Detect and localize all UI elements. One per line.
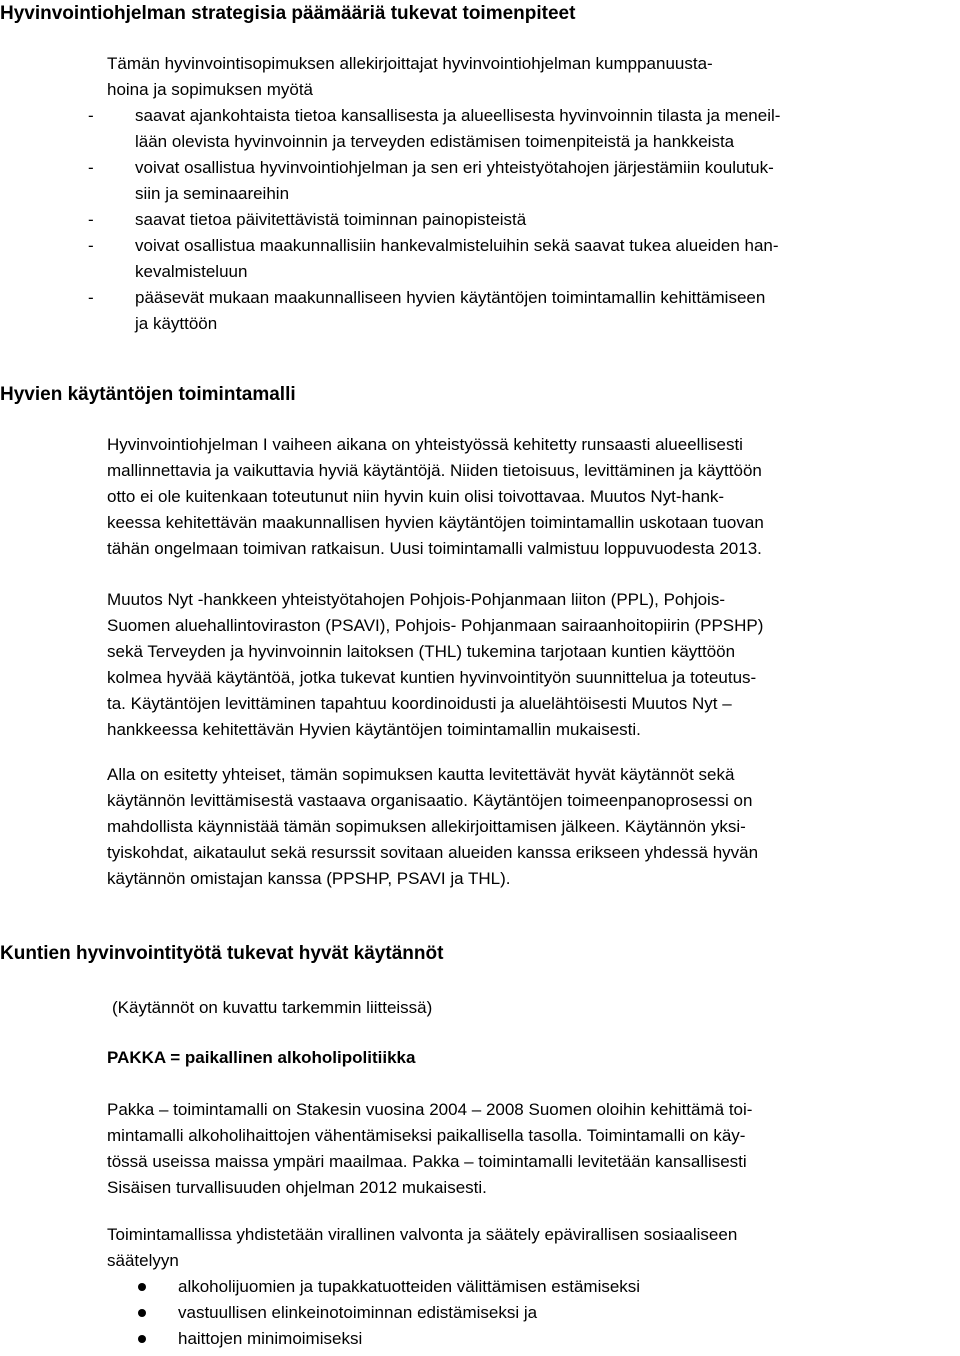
text-line: mahdollista käynnistää tämän sopimuksen allekirjoittamisen jälkeen. Käytännön yksi- (107, 817, 746, 836)
text-line: säätelyyn (107, 1251, 179, 1270)
paragraph (107, 587, 957, 743)
text-line: saavat tietoa päivitettävistä toiminnan painopisteistä (135, 210, 527, 229)
bullet-list-item (138, 1274, 640, 1300)
text-line: saavat ajankohtaista tietoa kansallisesta ja alueellisesta hyvinvoinnin tilasta ja meneil- (135, 106, 781, 125)
dash-list-item (88, 155, 958, 207)
dash-marker: - (88, 158, 94, 177)
paragraph (107, 762, 957, 892)
text-line: keessa kehitettävän maakunnallisen hyvien käytäntöjen toimintamallin uskotaan tuovan (107, 513, 764, 532)
subheading-pakka (107, 1045, 957, 1071)
text-line: sekä Terveyden ja hyvinvoinnin laitoksen (THL) tukemina tarjotaan kuntien käyttöön (107, 642, 736, 661)
bullet-icon (138, 1309, 146, 1317)
dash-list-item (88, 103, 958, 155)
text-line: käytännön omistajan kanssa (PPSHP, PSAVI ja THL). (107, 869, 511, 888)
text-line: (Käytännöt on kuvattu tarkemmin liitteissä) (112, 998, 433, 1017)
text-line: tössä useissa maissa ympäri maailmaa. Pakka – toimintamalli levitetään kansallisesti (107, 1152, 747, 1171)
text-line: kevalmisteluun (135, 262, 248, 281)
text-line: alkoholijuomien ja tupakkatuotteiden välittämisen estämiseksi (178, 1277, 641, 1296)
text-line: ja käyttöön (135, 314, 218, 333)
text-line: kolmea hyvää käytäntöä, jotka tukevat kuntien hyvinvointityön suunnittelua ja toteutus- (107, 668, 757, 687)
bullet-list (138, 1274, 640, 1352)
text-line: lään olevista hyvinvoinnin ja terveyden edistämisen toimenpiteistä ja hankkeista (135, 132, 735, 151)
dash-marker: - (88, 236, 94, 255)
dash-list (88, 103, 958, 337)
section-heading-good-practices-model: Hyvien käytäntöjen toimintamalli (0, 384, 296, 405)
text-line: siin ja seminaareihin (135, 184, 290, 203)
text-line: Suomen aluehallintoviraston (PSAVI), Pohjois- Pohjanmaan sairaanhoitopiirin (PPSHP) (107, 616, 764, 635)
text-line: tyiskohdat, aikataulut sekä resurssit sovitaan alueiden kanssa erikseen yhdessä hyvän (107, 843, 759, 862)
text-line: Tämän hyvinvointisopimuksen allekirjoittajat hyvinvointiohjelman kumppanuusta- (107, 54, 713, 73)
text-line: PAKKA = paikallinen alkoholipolitiikka (107, 1048, 416, 1067)
text-line: otto ei ole kuitenkaan toteutunut niin hyvin kuin olisi toivottavaa. Muutos Nyt-hank- (107, 487, 725, 506)
text-line: hoina ja sopimuksen myötä (107, 80, 314, 99)
bullet-list-item (138, 1326, 640, 1352)
text-line: voivat osallistua hyvinvointiohjelman ja sen eri yhteistyötahojen järjestämiin koulutuk- (135, 158, 774, 177)
text-line: haittojen minimoimiseksi (178, 1329, 363, 1348)
section-heading-strategic-measures: Hyvinvointiohjelman strategisia päämääriä tukevat toimenpiteet (0, 3, 576, 24)
dash-marker: - (88, 210, 94, 229)
paragraph (107, 1097, 957, 1201)
text-line: tähän ongelmaan toimivan ratkaisun. Uusi toimintamalli valmistuu loppuvuodesta 2013. (107, 539, 762, 558)
text-line: ta. Käytäntöjen levittäminen tapahtuu koordinoidusti ja aluelähtöisesti Muutos Nyt – (107, 694, 732, 713)
text-line: mintamalli alkoholihaittojen vähentämiseksi paikallisella tasolla. Toimintamalli on käy- (107, 1126, 746, 1145)
intro-paragraph (107, 51, 957, 103)
section-heading-municipal-practices: Kuntien hyvinvointityötä tukevat hyvät käytännöt (0, 943, 444, 964)
text-line: Toimintamallissa yhdistetään virallinen valvonta ja säätely epävirallisen sosiaaliseen (107, 1225, 738, 1244)
paragraph (107, 1222, 957, 1274)
text-line: hankkeessa kehitettävän Hyvien käytäntöjen toimintamallin mukaisesti. (107, 720, 641, 739)
text-line: Hyvinvointiohjelman I vaiheen aikana on yhteistyössä kehitetty runsaasti alueellisesti (107, 435, 743, 454)
bullet-icon (138, 1283, 146, 1291)
paragraph (107, 432, 957, 562)
dash-marker: - (88, 288, 94, 307)
dash-marker: - (88, 106, 94, 125)
dash-list-item (88, 285, 958, 337)
text-line: vastuullisen elinkeinotoiminnan edistämiseksi ja (178, 1303, 538, 1322)
text-line: Muutos Nyt -hankkeen yhteistyötahojen Pohjois-Pohjanmaan liiton (PPL), Pohjois- (107, 590, 725, 609)
note-text (112, 995, 960, 1021)
text-line: mallinnettavia ja vaikuttavia hyviä käytäntöjä. Niiden tietoisuus, levittäminen ja käyttöön (107, 461, 762, 480)
text-line: Alla on esitetty yhteiset, tämän sopimuksen kautta levitettävät hyvät käytännöt sekä (107, 765, 735, 784)
text-line: Pakka – toimintamalli on Stakesin vuosina 2004 – 2008 Suomen oloihin kehittämä toi- (107, 1100, 753, 1119)
bullet-icon (138, 1335, 146, 1343)
dash-list-item (88, 207, 958, 233)
text-line: käytännön levittämisestä vastaava organisaatio. Käytäntöjen toimeenpanoprosessi on (107, 791, 753, 810)
text-line: voivat osallistua maakunnallisiin hankevalmisteluihin sekä saavat tukea alueiden han- (135, 236, 779, 255)
text-line: pääsevät mukaan maakunnalliseen hyvien käytäntöjen toimintamallin kehittämiseen (135, 288, 766, 307)
dash-list-item (88, 233, 958, 285)
bullet-list-item (138, 1300, 640, 1326)
text-line: Sisäisen turvallisuuden ohjelman 2012 mukaisesti. (107, 1178, 487, 1197)
